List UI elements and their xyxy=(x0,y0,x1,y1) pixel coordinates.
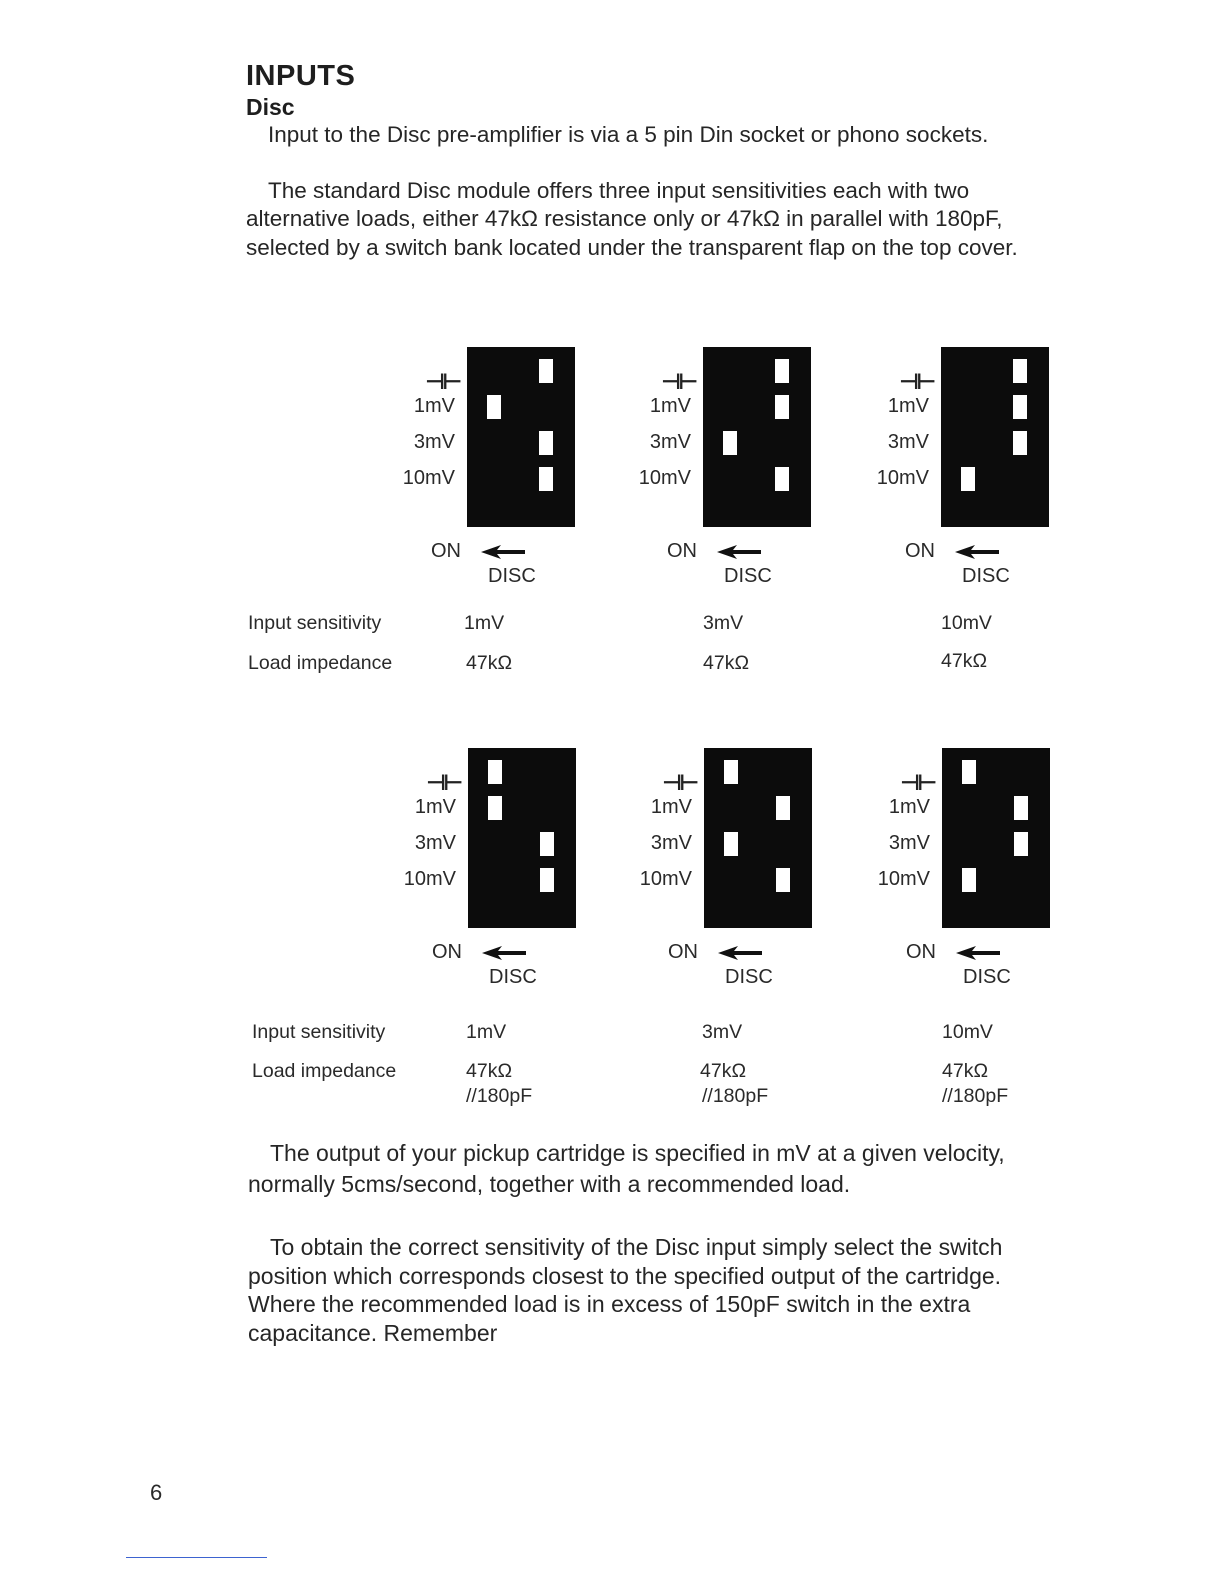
top-col2-impedance: 47kΩ xyxy=(703,652,750,674)
switch-bank-panel xyxy=(942,748,1050,928)
on-label: ON xyxy=(668,941,698,963)
switch-toggle-10mV-off xyxy=(775,467,789,491)
on-label: ON xyxy=(667,540,697,562)
switch-row-label: 1mV xyxy=(413,395,455,417)
switch-row-label: 3mV xyxy=(414,832,456,854)
capacitor-symbol-icon: ⊣⊢ xyxy=(425,369,460,394)
switch-toggle-1mV-off xyxy=(776,796,790,820)
switch-row-label: 3mV xyxy=(888,832,930,854)
arrow-left-icon xyxy=(953,544,1001,560)
switch-toggle-3mV-on xyxy=(723,431,737,455)
bottom-col1-capacitance: //180pF xyxy=(466,1085,533,1107)
bottom-col2-sensitivity: 3mV xyxy=(702,1021,743,1043)
switch-bank-panel xyxy=(704,748,812,928)
switch-toggle-3mV-off xyxy=(1013,431,1027,455)
switch-toggle-3mV-off xyxy=(539,431,553,455)
on-label: ON xyxy=(906,941,936,963)
arrow-left-icon xyxy=(480,945,528,961)
row-label-input-sensitivity: Input sensitivity xyxy=(248,612,382,634)
disc-label: DISC xyxy=(724,565,772,587)
on-label: ON xyxy=(905,540,935,562)
switch-row-label: 1mV xyxy=(414,796,456,818)
switch-toggle-3mV-on xyxy=(724,832,738,856)
body-paragraph-2: To obtain the correct sensitivity of the Disc input simply select the switch position which corresponds closest to the specified output of the cartridge. Where the recommended load is in excess of 150pF switch in the extra capacitance. Remember xyxy=(248,1234,1003,1346)
switch-bank-panel xyxy=(468,748,576,928)
switch-toggle-10mV-off xyxy=(540,868,554,892)
switch-toggle-1mV-off xyxy=(1014,796,1028,820)
switch-toggle-3mV-off xyxy=(540,832,554,856)
bottom-col2-capacitance: //180pF xyxy=(702,1085,769,1107)
switch-toggle-10mV-on xyxy=(961,467,975,491)
bottom-col2-impedance: 47kΩ xyxy=(700,1060,747,1082)
switch-row-label: 10mV xyxy=(402,467,455,489)
arrow-left-icon xyxy=(715,544,763,560)
bottom-col3-capacitance: //180pF xyxy=(942,1085,1009,1107)
arrow-left-icon xyxy=(954,945,1002,961)
switch-toggle-capacitor-on xyxy=(962,760,976,784)
disc-label: DISC xyxy=(962,565,1010,587)
switch-row-label: 10mV xyxy=(877,868,930,890)
disc-label: DISC xyxy=(963,966,1011,988)
switch-toggle-capacitor-on xyxy=(488,760,502,784)
switch-toggle-3mV-off xyxy=(1014,832,1028,856)
switch-toggle-10mV-off xyxy=(539,467,553,491)
switch-toggle-capacitor-off xyxy=(775,359,789,383)
switch-toggle-1mV-on xyxy=(488,796,502,820)
row-label-input-sensitivity-2: Input sensitivity xyxy=(252,1021,386,1043)
capacitor-symbol-icon: ⊣⊢ xyxy=(426,770,461,795)
switch-toggle-1mV-off xyxy=(1013,395,1027,419)
switch-row-label: 10mV xyxy=(638,467,691,489)
switch-row-label: 10mV xyxy=(639,868,692,890)
disc-label: DISC xyxy=(489,966,537,988)
top-col3-impedance: 47kΩ xyxy=(941,650,988,672)
switch-row-label: 3mV xyxy=(413,431,455,453)
top-col2-sensitivity: 3mV xyxy=(703,612,744,634)
capacitor-symbol-icon: ⊣⊢ xyxy=(662,770,697,795)
arrow-left-icon xyxy=(479,544,527,560)
switch-row-label: 3mV xyxy=(887,431,929,453)
switch-row-label: 1mV xyxy=(650,796,692,818)
bottom-col3-impedance: 47kΩ xyxy=(942,1060,989,1082)
bottom-col1-impedance: 47kΩ xyxy=(466,1060,513,1082)
switch-row-label: 1mV xyxy=(887,395,929,417)
switch-toggle-1mV-on xyxy=(487,395,501,419)
intro-paragraph-2: The standard Disc module offers three input sensitivities each with two alternative loads, either 47kΩ resistance only or 47kΩ in parallel with 180pF, selected by a switch bank located under the transparent flap on the top cover. xyxy=(246,178,1018,260)
top-col1-sensitivity: 1mV xyxy=(464,612,505,634)
switch-row-label: 10mV xyxy=(403,868,456,890)
on-label: ON xyxy=(431,540,461,562)
switch-row-label: 10mV xyxy=(876,467,929,489)
section-subheading: Disc xyxy=(246,94,295,120)
switch-bank-panel xyxy=(941,347,1049,527)
intro-paragraph-1: Input to the Disc pre-amplifier is via a 5 pin Din socket or phono sockets. xyxy=(268,122,989,147)
switch-row-label: 1mV xyxy=(888,796,930,818)
capacitor-symbol-icon: ⊣⊢ xyxy=(899,369,934,394)
on-label: ON xyxy=(432,941,462,963)
page-number: 6 xyxy=(150,1480,163,1505)
switch-toggle-capacitor-off xyxy=(1013,359,1027,383)
switch-row-label: 3mV xyxy=(650,832,692,854)
disc-label: DISC xyxy=(488,565,536,587)
switch-toggle-1mV-off xyxy=(775,395,789,419)
top-col3-sensitivity: 10mV xyxy=(941,612,992,634)
arrow-left-icon xyxy=(716,945,764,961)
switch-toggle-10mV-off xyxy=(776,868,790,892)
capacitor-symbol-icon: ⊣⊢ xyxy=(661,369,696,394)
bottom-col3-sensitivity: 10mV xyxy=(942,1021,993,1043)
switch-bank-panel xyxy=(467,347,575,527)
footer-rule xyxy=(126,1557,267,1558)
row-label-load-impedance: Load impedance xyxy=(248,652,393,674)
capacitor-symbol-icon: ⊣⊢ xyxy=(900,770,935,795)
switch-row-label: 3mV xyxy=(649,431,691,453)
switch-toggle-capacitor-on xyxy=(724,760,738,784)
row-label-load-impedance-2: Load impedance xyxy=(252,1060,397,1082)
top-col1-impedance: 47kΩ xyxy=(466,652,513,674)
disc-label: DISC xyxy=(725,966,773,988)
switch-toggle-capacitor-off xyxy=(539,359,553,383)
switch-row-label: 1mV xyxy=(649,395,691,417)
switch-bank-panel xyxy=(703,347,811,527)
bottom-col1-sensitivity: 1mV xyxy=(466,1021,507,1043)
switch-toggle-10mV-on xyxy=(962,868,976,892)
body-paragraph-1: The output of your pickup cartridge is specified in mV at a given velocity, normally 5cms/second, together with a recommended load. xyxy=(248,1140,1005,1197)
section-heading: INPUTS xyxy=(246,60,356,92)
